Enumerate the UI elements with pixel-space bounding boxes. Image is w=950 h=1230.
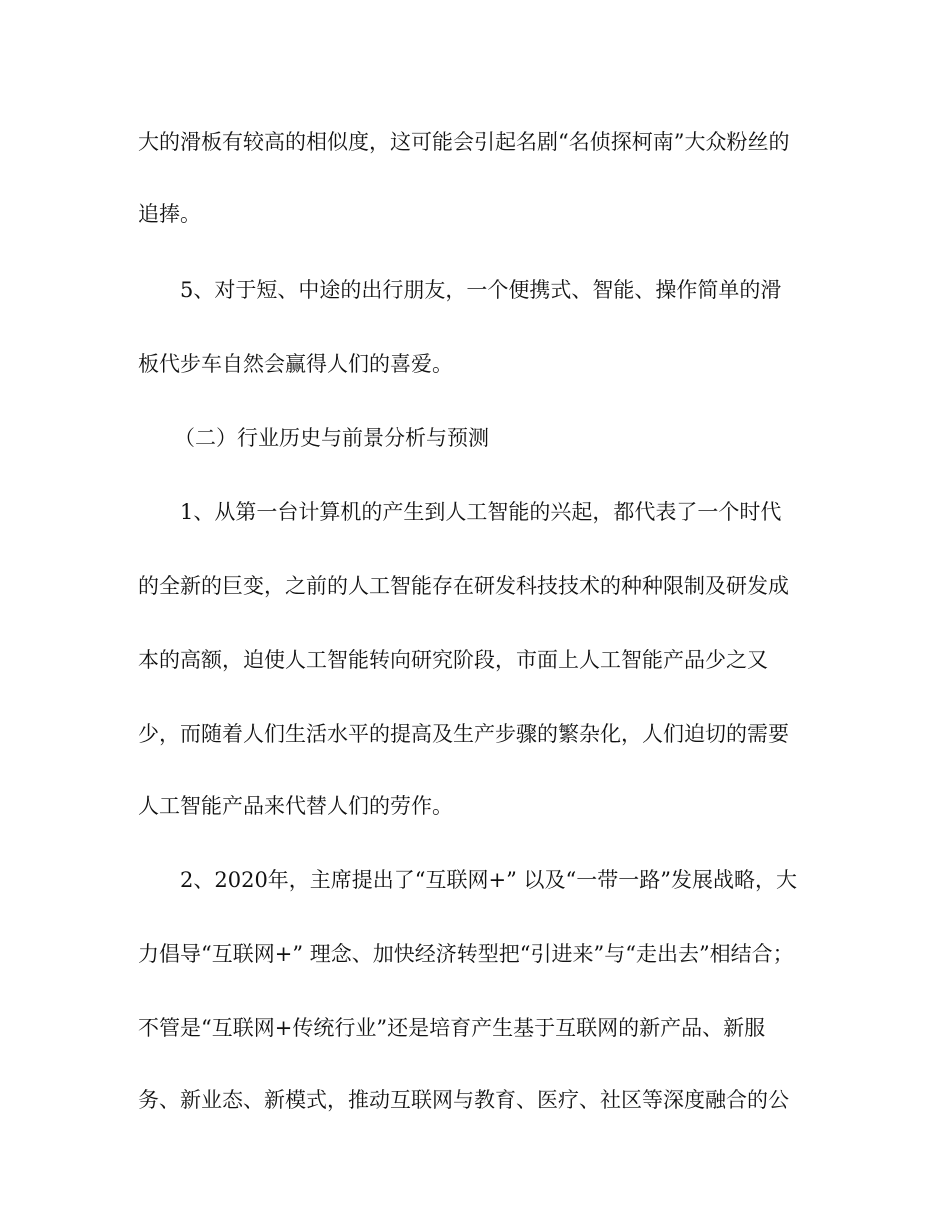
paragraph-line: 少，而随着人们生活水平的提高及生产步骤的繁杂化，人们迫切的需要 — [138, 722, 789, 746]
paragraph-line: 大的滑板有较高的相似度，这可能会引起名剧“名侦探柯南”大众粉丝的 — [138, 130, 790, 154]
paragraph-line: 5、对于短、中途的出行朋友，一个便携式、智能、操作简单的滑 — [180, 278, 782, 302]
section-heading: （二）行业历史与前景分析与预测 — [174, 426, 489, 450]
paragraph-line: 1、从第一台计算机的产生到人工智能的兴起，都代表了一个时代 — [180, 500, 782, 524]
paragraph-line: 2、2020年，主席提出了“互联网+” 以及“一带一路”发展战略，大 — [180, 868, 798, 892]
paragraph-line: 本的高额，迫使人工智能转向研究阶段，市面上人工智能产品少之又 — [138, 648, 768, 672]
paragraph-line: 力倡导“互联网+” 理念、加快经济转型把“引进来”与“走出去”相结合； — [138, 942, 794, 966]
paragraph-line: 板代步车自然会赢得人们的喜爱。 — [138, 352, 453, 376]
paragraph-line: 不管是“互联网+传统行业”还是培育产生基于互联网的新产品、新服 — [138, 1016, 766, 1040]
paragraph-line: 的全新的巨变，之前的人工智能存在研发科技技术的种种限制及研发成 — [138, 574, 789, 598]
paragraph-line: 追捧。 — [138, 202, 201, 226]
paragraph-line: 人工智能产品来代替人们的劳作。 — [138, 794, 453, 818]
paragraph-line: 务、新业态、新模式，推动互联网与教育、医疗、社区等深度融合的公 — [138, 1088, 789, 1112]
